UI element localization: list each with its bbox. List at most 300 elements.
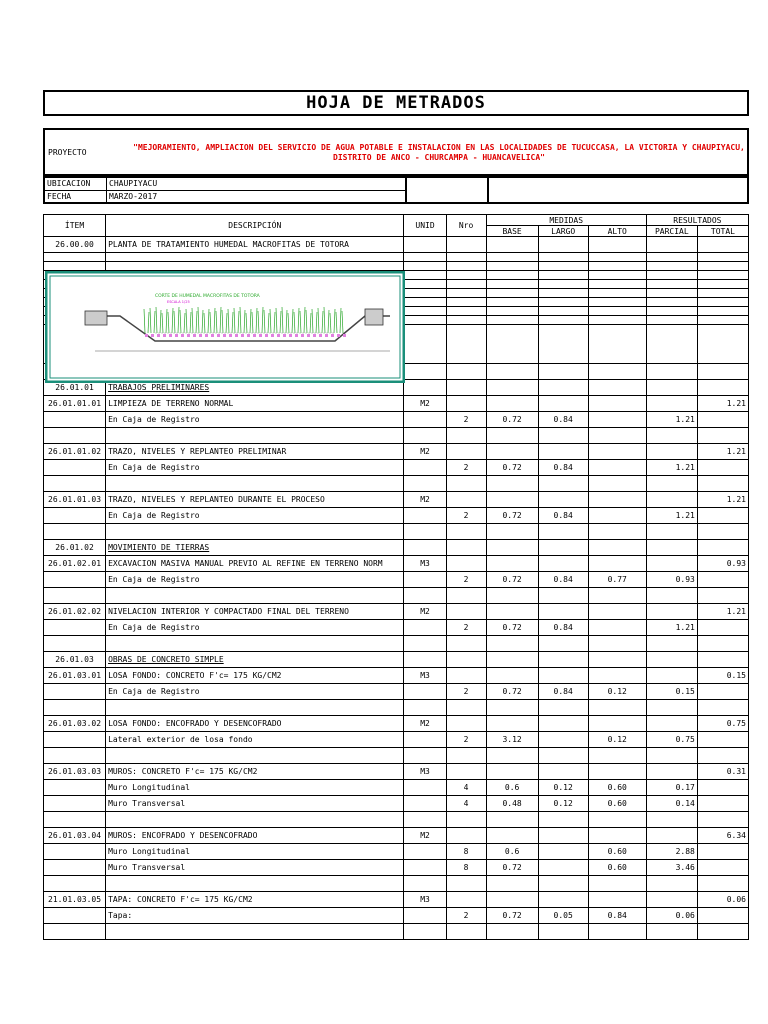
cell-alto bbox=[588, 588, 646, 604]
cell-nro: 2 bbox=[446, 572, 486, 588]
cell-unid: M3 bbox=[404, 668, 446, 684]
cell-nro bbox=[446, 636, 486, 652]
cell-desc: LOSA FONDO: CONCRETO F'c= 175 KG/CM2 bbox=[106, 668, 404, 684]
cell-item: 26.01.01.01 bbox=[44, 396, 106, 412]
cell-item bbox=[44, 636, 106, 652]
cell-base: 0.72 bbox=[486, 860, 538, 876]
cell-largo: 0.84 bbox=[538, 684, 588, 700]
cell-item bbox=[44, 412, 106, 428]
cell-base: 0.72 bbox=[486, 620, 538, 636]
cell-nro bbox=[446, 396, 486, 412]
cell-item: 26.01.03.03 bbox=[44, 764, 106, 780]
cell-desc: EXCAVACION MASIVA MANUAL PREVIO AL REFINE EN TERRENO NORM bbox=[106, 556, 404, 572]
table-row bbox=[44, 716, 749, 732]
cell-alto bbox=[588, 237, 646, 253]
cell-parcial: 0.14 bbox=[646, 796, 697, 812]
cell-base bbox=[486, 828, 538, 844]
cell-largo: 0.84 bbox=[538, 412, 588, 428]
cell-desc: Muro Longitudinal bbox=[106, 844, 404, 860]
cell-desc: LIMPIEZA DE TERRENO NORMAL bbox=[106, 396, 404, 412]
table-row bbox=[44, 748, 749, 764]
cell-nro: 4 bbox=[446, 780, 486, 796]
cell-parcial bbox=[646, 556, 697, 572]
cell-unid: M2 bbox=[404, 828, 446, 844]
cell-unid bbox=[404, 924, 446, 940]
header-resultados: RESULTADOS bbox=[646, 215, 748, 226]
cell-alto: 0.12 bbox=[588, 684, 646, 700]
cell-parcial: 0.15 bbox=[646, 684, 697, 700]
cell-base bbox=[486, 748, 538, 764]
cell-unid: M2 bbox=[404, 716, 446, 732]
cell-nro: 2 bbox=[446, 620, 486, 636]
cell-parcial bbox=[646, 396, 697, 412]
info-box bbox=[43, 176, 749, 204]
cell-total: 0.75 bbox=[697, 716, 748, 732]
table-row bbox=[44, 588, 749, 604]
cell-nro bbox=[446, 668, 486, 684]
cell-nro bbox=[446, 364, 486, 380]
cell-total bbox=[697, 380, 748, 396]
cell-nro bbox=[446, 540, 486, 556]
cell-parcial: 1.21 bbox=[646, 508, 697, 524]
drawing-caption: CORTE DE HUMEDAL MACROFITAS DE TOTORA bbox=[155, 294, 260, 299]
cell-unid bbox=[404, 700, 446, 716]
cell-parcial: 1.21 bbox=[646, 460, 697, 476]
cell-total bbox=[697, 780, 748, 796]
cell-largo bbox=[538, 668, 588, 684]
cell-parcial bbox=[646, 924, 697, 940]
cell-nro bbox=[446, 476, 486, 492]
cell-desc: TRAZO, NIVELES Y REPLANTEO PRELIMINAR bbox=[106, 444, 404, 460]
table-row bbox=[44, 892, 749, 908]
cell-nro bbox=[446, 556, 486, 572]
project-label: PROYECTO bbox=[48, 148, 87, 157]
cell-desc: NIVELACION INTERIOR Y COMPACTADO FINAL DEL TERRENO bbox=[106, 604, 404, 620]
cell-total bbox=[697, 876, 748, 892]
cell-nro bbox=[446, 828, 486, 844]
cell-parcial bbox=[646, 524, 697, 540]
cell-nro bbox=[446, 876, 486, 892]
cell-largo bbox=[538, 556, 588, 572]
cell-largo bbox=[538, 636, 588, 652]
table-row bbox=[44, 668, 749, 684]
ubicacion-value: CHAUPIYACU bbox=[109, 179, 158, 188]
table-row bbox=[44, 524, 749, 540]
cell-total bbox=[697, 844, 748, 860]
cell-base: 0.72 bbox=[486, 572, 538, 588]
cell-desc: Muro Longitudinal bbox=[106, 780, 404, 796]
cell-desc bbox=[106, 748, 404, 764]
cell-item: 26.01.03.02 bbox=[44, 716, 106, 732]
cell-alto bbox=[588, 892, 646, 908]
cell-parcial: 3.46 bbox=[646, 860, 697, 876]
table-row bbox=[44, 844, 749, 860]
cell-alto bbox=[588, 412, 646, 428]
cell-base bbox=[486, 716, 538, 732]
cell-item bbox=[44, 508, 106, 524]
cell-parcial bbox=[646, 812, 697, 828]
cell-item bbox=[44, 700, 106, 716]
cell-alto bbox=[588, 700, 646, 716]
cell-total bbox=[697, 924, 748, 940]
cell-desc bbox=[106, 636, 404, 652]
cell-nro: 8 bbox=[446, 844, 486, 860]
table-row bbox=[44, 796, 749, 812]
cell-total: 1.21 bbox=[697, 604, 748, 620]
cell-largo bbox=[538, 476, 588, 492]
cell-desc: PLANTA DE TRATAMIENTO HUMEDAL MACROFITAS DE TOTORA bbox=[106, 237, 404, 253]
cell-alto: 0.60 bbox=[588, 780, 646, 796]
cell-item bbox=[44, 844, 106, 860]
cell-base: 0.6 bbox=[486, 844, 538, 860]
cell-base bbox=[486, 604, 538, 620]
table-row bbox=[44, 620, 749, 636]
cell-largo bbox=[538, 764, 588, 780]
cell-parcial bbox=[646, 876, 697, 892]
cell-largo bbox=[538, 860, 588, 876]
cell-desc: En Caja de Registro bbox=[106, 508, 404, 524]
cell-unid bbox=[404, 844, 446, 860]
cell-largo bbox=[538, 876, 588, 892]
cell-alto: 0.60 bbox=[588, 796, 646, 812]
cell-largo bbox=[538, 540, 588, 556]
cell-largo bbox=[538, 700, 588, 716]
cell-desc bbox=[106, 812, 404, 828]
cell-item: 26.00.00 bbox=[44, 237, 106, 253]
table-row bbox=[44, 444, 749, 460]
table-row bbox=[44, 700, 749, 716]
cell-total bbox=[697, 588, 748, 604]
cell-unid bbox=[404, 684, 446, 700]
cell-item bbox=[44, 908, 106, 924]
cell-base: 0.72 bbox=[486, 460, 538, 476]
cell-item: 26.01.03.04 bbox=[44, 828, 106, 844]
cell-unid: M2 bbox=[404, 604, 446, 620]
cell-alto bbox=[588, 812, 646, 828]
cell-item: 26.01.03 bbox=[44, 652, 106, 668]
cell-unid bbox=[404, 636, 446, 652]
cell-parcial: 0.93 bbox=[646, 572, 697, 588]
cell-unid bbox=[404, 748, 446, 764]
cell-total bbox=[697, 572, 748, 588]
cell-unid bbox=[404, 237, 446, 253]
cell-unid bbox=[404, 876, 446, 892]
cell-total bbox=[697, 748, 748, 764]
cell-alto bbox=[588, 716, 646, 732]
cell-total bbox=[697, 524, 748, 540]
cell-unid bbox=[404, 572, 446, 588]
cell-desc: TAPA: CONCRETO F'c= 175 KG/CM2 bbox=[106, 892, 404, 908]
cell-nro bbox=[446, 380, 486, 396]
cell-unid bbox=[404, 428, 446, 444]
cell-largo bbox=[538, 604, 588, 620]
header-unid: UNID bbox=[404, 215, 446, 237]
fecha-label: FECHA bbox=[47, 192, 72, 201]
cell-base: 0.72 bbox=[486, 684, 538, 700]
cell-alto bbox=[588, 764, 646, 780]
cell-parcial: 2.88 bbox=[646, 844, 697, 860]
header-nro: Nro bbox=[446, 215, 486, 237]
cell-desc: Lateral exterior de losa fondo bbox=[106, 732, 404, 748]
cell-alto bbox=[588, 876, 646, 892]
cell-total bbox=[697, 684, 748, 700]
cell-desc bbox=[106, 588, 404, 604]
cell-base bbox=[486, 476, 538, 492]
cell-base bbox=[486, 668, 538, 684]
cell-item: 26.01.01 bbox=[44, 380, 106, 396]
cell-total bbox=[697, 652, 748, 668]
cell-base bbox=[486, 396, 538, 412]
cell-alto bbox=[588, 620, 646, 636]
cell-total: 1.21 bbox=[697, 444, 748, 460]
cell-item: 21.01.03.05 bbox=[44, 892, 106, 908]
cell-desc: TRABAJOS PRELIMINARES bbox=[106, 380, 404, 396]
header-descripcion: DESCRIPCIÓN bbox=[106, 215, 404, 237]
cell-base bbox=[486, 588, 538, 604]
cell-largo bbox=[538, 396, 588, 412]
cell-base bbox=[486, 700, 538, 716]
cell-desc: En Caja de Registro bbox=[106, 572, 404, 588]
cell-total bbox=[697, 460, 748, 476]
fecha-value: MARZO-2017 bbox=[109, 192, 158, 201]
cell-total bbox=[697, 636, 748, 652]
cell-total bbox=[697, 540, 748, 556]
cell-base bbox=[486, 428, 538, 444]
cell-total: 1.21 bbox=[697, 492, 748, 508]
cell-parcial bbox=[646, 588, 697, 604]
cell-alto bbox=[588, 428, 646, 444]
cell-largo bbox=[538, 380, 588, 396]
cell-parcial bbox=[646, 892, 697, 908]
cell-largo bbox=[538, 492, 588, 508]
cell-total bbox=[697, 364, 748, 380]
cell-desc: Tapa: bbox=[106, 908, 404, 924]
humedal-section-drawing bbox=[45, 271, 405, 383]
cell-total bbox=[697, 237, 748, 253]
cell-base: 0.6 bbox=[486, 780, 538, 796]
cell-desc: LOSA FONDO: ENCOFRADO Y DESENCOFRADO bbox=[106, 716, 404, 732]
cell-largo bbox=[538, 748, 588, 764]
table-row bbox=[44, 604, 749, 620]
cell-alto bbox=[588, 636, 646, 652]
drawing-svg bbox=[45, 271, 405, 383]
cell-alto bbox=[588, 540, 646, 556]
cell-base bbox=[486, 876, 538, 892]
table-row bbox=[44, 476, 749, 492]
cell-item: 26.01.02 bbox=[44, 540, 106, 556]
cell-alto bbox=[588, 492, 646, 508]
cell-largo bbox=[538, 828, 588, 844]
cell-alto: 0.60 bbox=[588, 860, 646, 876]
cell-largo bbox=[538, 444, 588, 460]
cell-parcial: 0.17 bbox=[646, 780, 697, 796]
cell-nro bbox=[446, 892, 486, 908]
cell-nro bbox=[446, 924, 486, 940]
cell-total bbox=[697, 428, 748, 444]
cell-unid bbox=[404, 508, 446, 524]
cell-alto bbox=[588, 476, 646, 492]
header-alto: ALTO bbox=[588, 226, 646, 237]
cell-alto bbox=[588, 748, 646, 764]
cell-nro: 2 bbox=[446, 508, 486, 524]
cell-parcial: 1.21 bbox=[646, 620, 697, 636]
cell-base bbox=[486, 364, 538, 380]
cell-desc: Muro Transversal bbox=[106, 796, 404, 812]
cell-desc: En Caja de Registro bbox=[106, 620, 404, 636]
table-row bbox=[44, 732, 749, 748]
cell-nro: 4 bbox=[446, 796, 486, 812]
cell-unid bbox=[404, 460, 446, 476]
cell-item bbox=[44, 924, 106, 940]
cell-alto bbox=[588, 524, 646, 540]
table-row bbox=[44, 572, 749, 588]
cell-base bbox=[486, 237, 538, 253]
cell-unid: M2 bbox=[404, 444, 446, 460]
table-row bbox=[44, 860, 749, 876]
header-total: TOTAL bbox=[697, 226, 748, 237]
cell-parcial bbox=[646, 716, 697, 732]
cell-desc: Muro Transversal bbox=[106, 860, 404, 876]
cell-unid: M3 bbox=[404, 892, 446, 908]
drawing-scale: ESCALA 1/25 bbox=[167, 300, 190, 304]
project-box bbox=[43, 128, 749, 176]
header-item: ÍTEM bbox=[44, 215, 106, 237]
cell-parcial bbox=[646, 748, 697, 764]
cell-unid bbox=[404, 732, 446, 748]
cell-parcial bbox=[646, 636, 697, 652]
cell-nro bbox=[446, 524, 486, 540]
cell-item bbox=[44, 460, 106, 476]
cell-total: 6.34 bbox=[697, 828, 748, 844]
cell-nro: 2 bbox=[446, 732, 486, 748]
cell-base: 3.12 bbox=[486, 732, 538, 748]
cell-item bbox=[44, 748, 106, 764]
cell-unid: M3 bbox=[404, 764, 446, 780]
table-row bbox=[44, 908, 749, 924]
cell-alto bbox=[588, 460, 646, 476]
cell-alto bbox=[588, 828, 646, 844]
cell-nro bbox=[446, 748, 486, 764]
cell-total bbox=[697, 860, 748, 876]
table-row bbox=[44, 460, 749, 476]
cell-parcial bbox=[646, 668, 697, 684]
cell-largo: 0.84 bbox=[538, 620, 588, 636]
cell-alto bbox=[588, 604, 646, 620]
cell-parcial bbox=[646, 364, 697, 380]
cell-largo bbox=[538, 652, 588, 668]
cell-desc: MUROS: ENCOFRADO Y DESENCOFRADO bbox=[106, 828, 404, 844]
ubicacion-label: UBICACION bbox=[47, 179, 91, 188]
cell-unid bbox=[404, 908, 446, 924]
table-row bbox=[44, 780, 749, 796]
cell-base bbox=[486, 892, 538, 908]
cell-unid bbox=[404, 620, 446, 636]
cell-nro bbox=[446, 604, 486, 620]
cell-alto: 0.60 bbox=[588, 844, 646, 860]
cell-total: 0.15 bbox=[697, 668, 748, 684]
cell-largo bbox=[538, 924, 588, 940]
page-title bbox=[43, 90, 749, 116]
cell-nro bbox=[446, 237, 486, 253]
cell-largo bbox=[538, 732, 588, 748]
table-row bbox=[44, 556, 749, 572]
cell-alto bbox=[588, 396, 646, 412]
cell-unid bbox=[404, 524, 446, 540]
cell-total bbox=[697, 796, 748, 812]
table-row bbox=[44, 636, 749, 652]
cell-base bbox=[486, 812, 538, 828]
cell-alto bbox=[588, 652, 646, 668]
image-spacer-row bbox=[44, 253, 749, 262]
cell-parcial bbox=[646, 652, 697, 668]
cell-largo bbox=[538, 716, 588, 732]
cell-base bbox=[486, 492, 538, 508]
cell-alto bbox=[588, 668, 646, 684]
project-value: "MEJORAMIENTO, AMPLIACION DEL SERVICIO DE AGUA POTABLE E INSTALACION EN LAS LOCALIDADES DE TUCUCCASA, LA VICTORIA Y CHAUPIYACU, DISTRITO DE ANCO - CHURCAMPA - HUANCAVELICA" bbox=[133, 143, 745, 162]
cell-item bbox=[44, 860, 106, 876]
cell-base: 0.72 bbox=[486, 412, 538, 428]
cell-item bbox=[44, 780, 106, 796]
cell-desc bbox=[106, 428, 404, 444]
cell-nro bbox=[446, 716, 486, 732]
cell-unid bbox=[404, 812, 446, 828]
cell-largo: 0.05 bbox=[538, 908, 588, 924]
cell-nro: 2 bbox=[446, 460, 486, 476]
cell-desc: En Caja de Registro bbox=[106, 460, 404, 476]
cell-unid bbox=[404, 380, 446, 396]
cell-alto bbox=[588, 380, 646, 396]
cell-alto bbox=[588, 364, 646, 380]
cell-alto bbox=[588, 556, 646, 572]
cell-alto: 0.77 bbox=[588, 572, 646, 588]
table-row bbox=[44, 652, 749, 668]
table-row bbox=[44, 237, 749, 253]
cell-largo bbox=[538, 588, 588, 604]
table-row bbox=[44, 412, 749, 428]
cell-largo bbox=[538, 524, 588, 540]
table-row bbox=[44, 540, 749, 556]
title-text: HOJA DE METRADOS bbox=[306, 93, 486, 113]
cell-desc: MUROS: CONCRETO F'c= 175 KG/CM2 bbox=[106, 764, 404, 780]
cell-total bbox=[697, 812, 748, 828]
cell-base bbox=[486, 636, 538, 652]
cell-total: 0.31 bbox=[697, 764, 748, 780]
cell-unid bbox=[404, 364, 446, 380]
cell-desc: En Caja de Registro bbox=[106, 412, 404, 428]
cell-largo bbox=[538, 812, 588, 828]
cell-item bbox=[44, 620, 106, 636]
table-row bbox=[44, 924, 749, 940]
cell-nro bbox=[446, 764, 486, 780]
cell-nro bbox=[446, 588, 486, 604]
cell-base bbox=[486, 444, 538, 460]
cell-parcial bbox=[646, 237, 697, 253]
table-row bbox=[44, 684, 749, 700]
cell-unid: M2 bbox=[404, 492, 446, 508]
table-row bbox=[44, 764, 749, 780]
cell-largo: 0.84 bbox=[538, 508, 588, 524]
cell-nro: 2 bbox=[446, 412, 486, 428]
cell-item bbox=[44, 524, 106, 540]
cell-nro: 2 bbox=[446, 908, 486, 924]
cell-total bbox=[697, 908, 748, 924]
cell-total: 0.93 bbox=[697, 556, 748, 572]
cell-parcial bbox=[646, 428, 697, 444]
cell-total bbox=[697, 412, 748, 428]
cell-nro bbox=[446, 812, 486, 828]
cell-alto bbox=[588, 508, 646, 524]
cell-unid bbox=[404, 412, 446, 428]
